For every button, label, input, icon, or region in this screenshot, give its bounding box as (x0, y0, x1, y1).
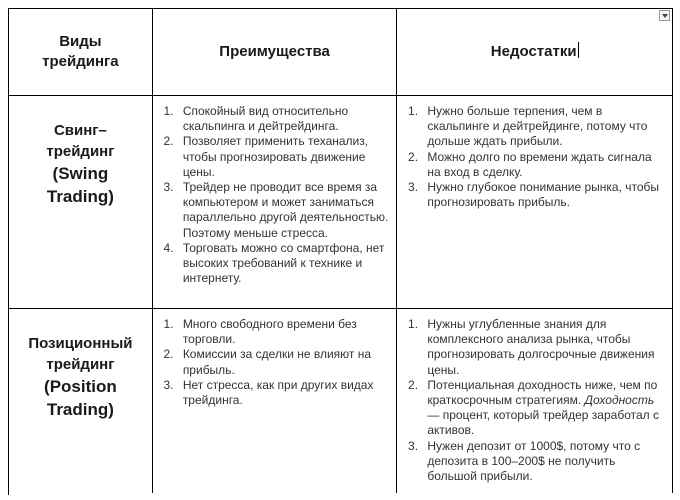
list-item: 2. Позволяет применить теханализ, чтобы прогнозировать движение цены. (177, 134, 389, 180)
disadvantages-cell-position[interactable] (397, 309, 673, 494)
list-item: 3. Нет стресса, как при других видах трейдинга. (177, 378, 389, 408)
disadvantages-list-position (397, 309, 672, 484)
list-item-text: Потенциальная доходность ниже, чем по краткосрочным стратегиям. (427, 377, 658, 408)
advantages-list-swing (153, 96, 397, 286)
list-item: 3. Нужен депозит от 1000$, потому что с депозита в 100–200$ не получить большой прибыли. (421, 439, 664, 485)
list-item: 1. Нужны углубленные знания для комплексного анализа рынка, чтобы прогнозировать долгосрочные движения цены. (421, 317, 664, 378)
disadvantages-list-swing (397, 96, 672, 210)
cell-menu-dropdown-icon[interactable] (659, 10, 670, 21)
type-cell-position[interactable] (9, 309, 152, 494)
term-definition: Доходность (584, 393, 655, 408)
advantages-cell-position[interactable] (152, 309, 397, 494)
term-definition-rest: — процент, который трейдер заработал с активов. (427, 408, 659, 438)
list-item: 2. Можно долго по времени ждать сигнала на вход в сделку. (421, 150, 664, 180)
header-type-label: Виды трейдинга (42, 33, 119, 70)
position-name-en: (Position Trading) (44, 377, 117, 419)
header-cell-disadvantages[interactable] (397, 9, 673, 96)
position-name-ru: Позиционный трейдинг (28, 335, 133, 373)
advantages-cell-swing[interactable] (152, 96, 397, 309)
header-row (9, 9, 673, 96)
list-item: 4. Торговать можно со смартфона, нет высоких требований к технике и интернету. (177, 241, 389, 287)
disadvantages-cell-swing[interactable] (397, 96, 673, 309)
table-row-swing (9, 96, 673, 309)
list-item: 3. Нужно глубокое понимание рынка, чтобы прогнозировать прибыль. (421, 180, 664, 210)
header-cell-type[interactable] (9, 9, 152, 96)
list-item: 1. Нужно больше терпения, чем в скальпинге и дейтрейдинге, потому что дольше ждать прибыли. (421, 104, 664, 150)
list-item: 1. Спокойный вид относительно скальпинга и дейтрейдинга. (177, 104, 389, 134)
type-cell-swing[interactable] (9, 96, 152, 309)
swing-name-en: (Swing Trading) (46, 164, 114, 206)
header-cell-advantages[interactable] (152, 9, 397, 96)
list-item: 2. Комиссии за сделки не влияют на прибыль. (177, 347, 389, 377)
advantages-list-position (153, 309, 397, 408)
header-advantages-label: Преимущества (219, 43, 330, 60)
header-disadvantages-label: Недостатки (490, 43, 577, 60)
list-item: 3. Трейдер не проводит все время за компьютером и может заниматься параллельно другой деятельностью. Поэтому меньше стресса. (177, 180, 389, 241)
comparison-table (8, 8, 673, 495)
text-cursor (578, 42, 579, 58)
table-row-position (9, 309, 673, 494)
list-item (421, 378, 664, 439)
swing-name-ru: Свинг–трейдинг (46, 122, 115, 160)
list-item: 1. Много свободного времени без торговли. (177, 317, 389, 347)
trading-types-table (9, 9, 673, 493)
